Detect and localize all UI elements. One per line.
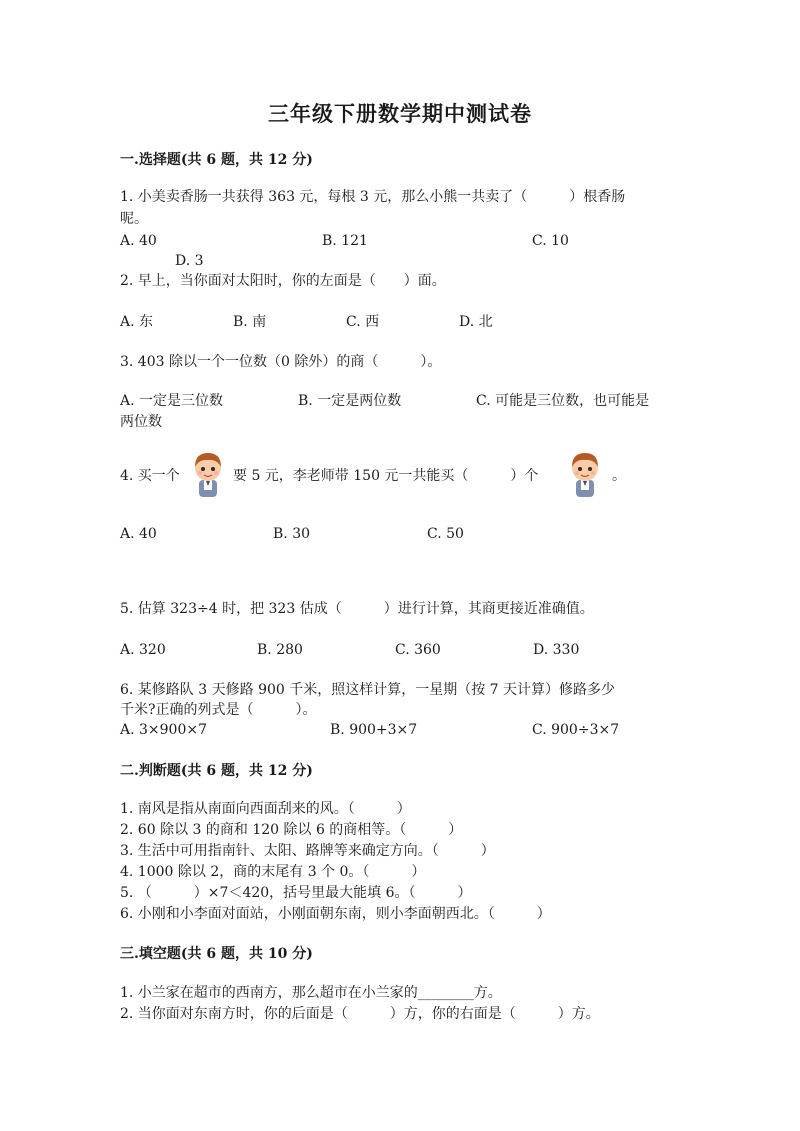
section-header-fill-blank: 三.填空题(共 6 题，共 10 分) xyxy=(120,946,313,962)
question-5-option-b[interactable]: B. 280 xyxy=(257,642,303,658)
judge-item-6: 6. 小刚和小李面对面站，小刚面朝东南，则小李面朝西北。（ ） xyxy=(120,906,551,922)
question-6-text-cont: 千米?正确的列式是（ ）。 xyxy=(120,702,317,718)
judge-item-3: 3. 生活中可用指南针、太阳、路牌等来确定方向。（ ） xyxy=(120,843,495,859)
question-5-option-d[interactable]: D. 330 xyxy=(533,642,580,658)
page-title: 三年级下册数学期中测试卷 xyxy=(268,101,532,126)
section-header-true-false: 二.判断题(共 6 题，共 12 分) xyxy=(120,763,313,779)
question-4-option-a[interactable]: A. 40 xyxy=(120,526,157,542)
question-3-option-b[interactable]: B. 一定是两位数 xyxy=(298,393,402,409)
question-4-option-b[interactable]: B. 30 xyxy=(273,526,311,542)
fill-item-1: 1. 小兰家在超市的西南方，那么超市在小兰家的________方。 xyxy=(120,985,502,1001)
question-1-text-cont: 呢。 xyxy=(120,211,148,227)
question-2-text: 2. 早上，当你面对太阳时，你的左面是（ ）面。 xyxy=(120,273,446,289)
question-1-option-d[interactable]: D. 3 xyxy=(175,253,204,269)
question-3-option-c-cont: 两位数 xyxy=(120,414,162,430)
question-1-option-a[interactable]: A. 40 xyxy=(120,233,157,249)
question-1-option-c[interactable]: C. 10 xyxy=(532,233,569,249)
question-2-option-a[interactable]: A. 东 xyxy=(120,314,154,330)
question-6-option-c[interactable]: C. 900÷3×7 xyxy=(532,722,620,738)
question-5-option-a[interactable]: A. 320 xyxy=(120,642,166,658)
section-header-multiple-choice: 一.选择题(共 6 题，共 12 分) xyxy=(120,152,313,168)
question-5-text: 5. 估算 323÷4 时，把 323 估成（ ）进行计算，其商更接近准确值。 xyxy=(120,601,594,617)
question-2-option-b[interactable]: B. 南 xyxy=(233,314,267,330)
judge-item-2: 2. 60 除以 3 的商和 120 除以 6 的商相等。（ ） xyxy=(120,822,463,838)
question-1-text: 1. 小美卖香肠一共获得 363 元，每根 3 元，那么小熊一共卖了（ ）根香肠 xyxy=(120,189,626,205)
question-6-option-b[interactable]: B. 900+3×7 xyxy=(330,722,418,738)
judge-item-4: 4. 1000 除以 2，商的末尾有 3 个 0。（ ） xyxy=(120,864,426,880)
question-6-option-a[interactable]: A. 3×900×7 xyxy=(120,722,208,738)
question-6-text: 6. 某修路队 3 天修路 900 千米，照这样计算，一星期（按 7 天计算）修路多少 xyxy=(120,682,616,698)
question-3-text: 3. 403 除以一个一位数（0 除外）的商（ ）。 xyxy=(120,354,442,370)
boy-cartoon-icon xyxy=(190,450,226,498)
question-5-option-c[interactable]: C. 360 xyxy=(395,642,441,658)
boy-cartoon-icon xyxy=(567,450,603,498)
question-1-option-b[interactable]: B. 121 xyxy=(322,233,368,249)
question-4-option-c[interactable]: C. 50 xyxy=(427,526,464,542)
question-2-option-c[interactable]: C. 西 xyxy=(346,314,380,330)
question-4-text-middle: 要 5 元，李老师带 150 元一共能买（ ）个 xyxy=(233,468,539,484)
judge-item-5: 5. （ ）×7＜420，括号里最大能填 6。（ ） xyxy=(120,885,472,901)
fill-item-2: 2. 当你面对东南方时，你的后面是（ ）方，你的右面是（ ）方。 xyxy=(120,1006,600,1022)
question-2-option-d[interactable]: D. 北 xyxy=(459,314,493,330)
judge-item-1: 1. 南风是指从南面向西面刮来的风。（ ） xyxy=(120,801,411,817)
question-3-option-a[interactable]: A. 一定是三位数 xyxy=(120,393,224,409)
question-4-text-end: 。 xyxy=(612,468,626,484)
question-4-text-start: 4. 买一个 xyxy=(120,468,180,484)
question-3-option-c[interactable]: C. 可能是三位数，也可能是 xyxy=(476,393,650,409)
